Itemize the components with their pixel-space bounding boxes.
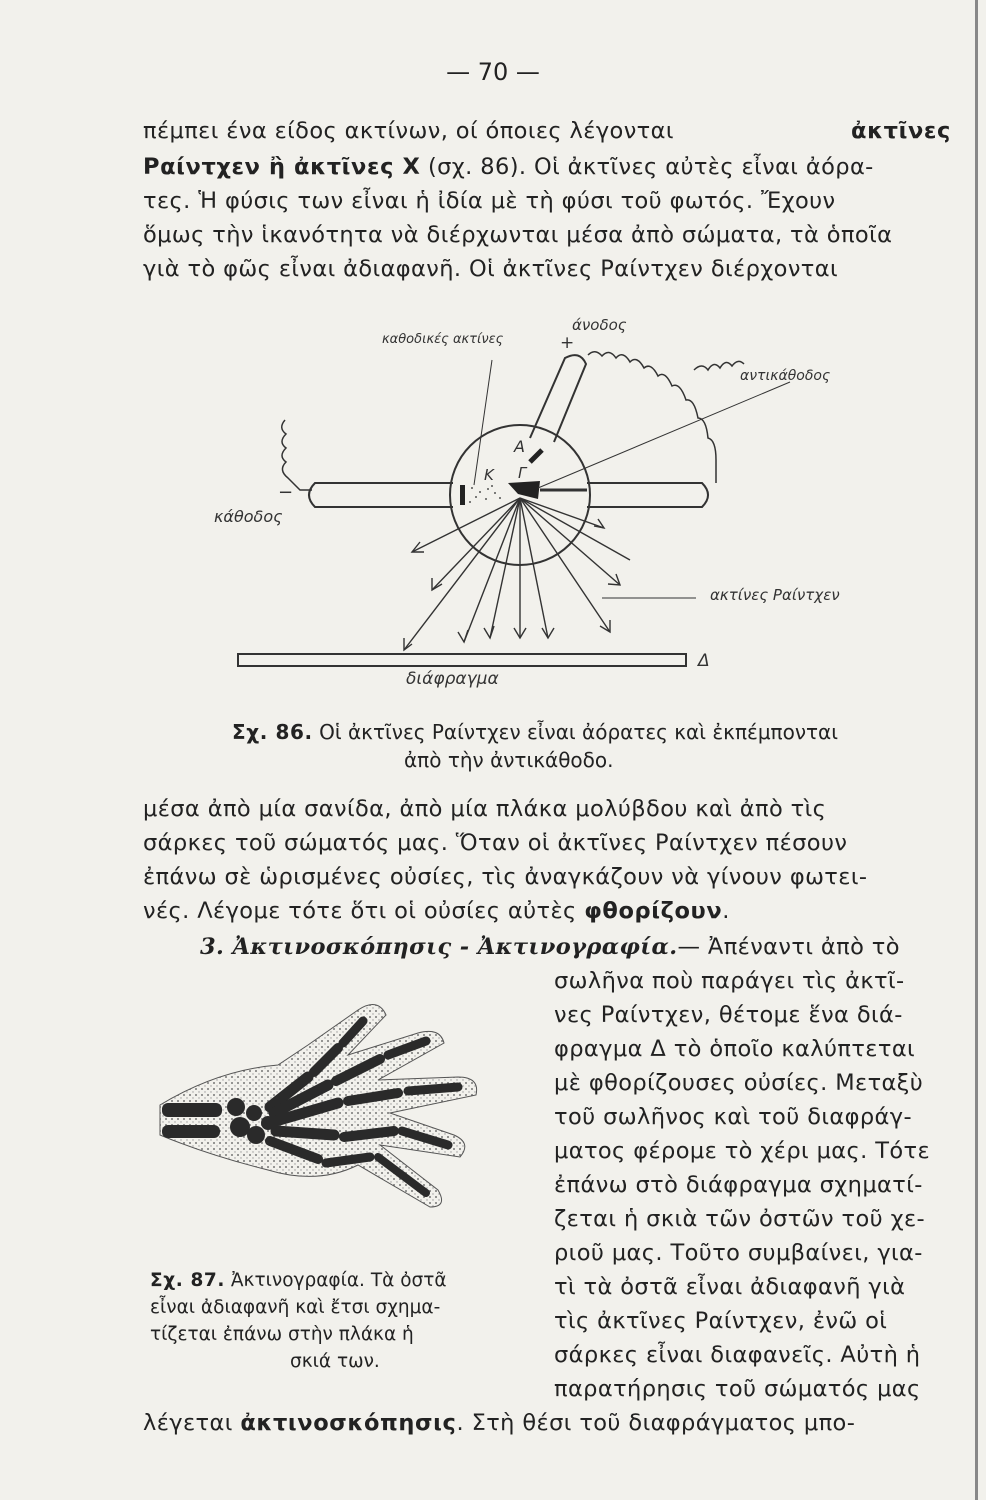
label-cathode-rays: καθοδικές ακτίνες xyxy=(382,332,504,347)
text-line: μὲ φθορίζουσες οὐσίες. Μεταξὺ xyxy=(554,1070,924,1096)
text-line: φραγμα Δ τὸ ὁποῖο καλύπτεται xyxy=(554,1036,916,1062)
xray-tube-diagram xyxy=(200,300,840,710)
text-line: ὅμως τὴν ἱκανότητα νὰ διέρχωνται μέσα ἀπὸ σώματα, τὰ ὁποῖα xyxy=(143,222,893,248)
bold-term: ἀκτῖνες xyxy=(851,118,951,144)
xray-arrows xyxy=(404,498,630,650)
label-rays: ακτίνες Ραίντχεν xyxy=(710,586,840,604)
anticathode-arm xyxy=(587,483,708,507)
text-line xyxy=(143,1410,855,1436)
bold-term: φθορίζουν xyxy=(584,898,723,924)
text-line: ριοῦ μας. Τοῦτο συμβαίνει, για- xyxy=(554,1240,923,1266)
text-line: νες Ραίντχεν, θέτομε ἕνα διά- xyxy=(554,1002,903,1028)
text-line: τὶς ἀκτῖνες Ραίντχεν, ἐνῶ οἱ xyxy=(554,1308,888,1334)
text-span: . Στὴ θέσι τοῦ διαφράγματος μπο- xyxy=(456,1410,856,1436)
caption-text: Ἀκτινογραφία. Τὰ ὀστᾶ xyxy=(230,1270,447,1291)
text-span: (σχ. 86). Οἱ ἀκτῖνες αὐτὲς εἶναι ἀόρα- xyxy=(420,154,874,180)
cathode-plate xyxy=(460,485,465,505)
anticathode-coil-wire xyxy=(694,361,744,370)
cathode-coil-wire xyxy=(282,420,312,490)
section-heading: 3. Ἀκτινοσκόπησις - Ἀκτινογραφία. xyxy=(200,934,678,960)
text-line: ματος φέρομε τὸ χέρι μας. Τότε xyxy=(554,1138,931,1164)
text-line: σάρκες εἶναι διαφανεῖς. Αὐτὴ ἡ xyxy=(554,1342,921,1368)
label-anode: άνοδος xyxy=(572,316,627,334)
text-line: τες. Ἡ φύσις των εἶναι ἡ ἰδία μὲ τὴ φύσι τοῦ φωτός. Ἔχουν xyxy=(143,188,836,214)
hand-xray-image xyxy=(158,985,538,1255)
figure87-caption-line3: τίζεται ἐπάνω στὴν πλάκα ἡ xyxy=(150,1324,414,1345)
text-line: ἐπάνω σὲ ὡρισμένες οὐσίες, τὶς ἀναγκάζουν νὰ γίνουν φωτει- xyxy=(143,864,868,890)
label-diaphragm: διάφραγμα xyxy=(406,669,499,689)
label-cathode: κάθοδος xyxy=(214,507,283,526)
label-cathode-sign: − xyxy=(278,482,294,503)
text-line: ζεται ἡ σκιὰ τῶν ὀστῶν τοῦ χε- xyxy=(554,1206,926,1232)
label-anode-sign: + xyxy=(560,333,575,353)
figure87-caption-line4: σκιά των. xyxy=(290,1351,380,1372)
text-span: λέγεται xyxy=(143,1410,241,1436)
caption-number: Σχ. 86. xyxy=(232,720,313,744)
text-line: τοῦ σωλῆνος καὶ τοῦ διαφράγ- xyxy=(554,1104,912,1130)
label-A: Α xyxy=(514,437,525,456)
diaphragm-plate xyxy=(238,654,686,666)
text-line xyxy=(143,118,951,144)
leader-line xyxy=(538,382,790,488)
anode-coil-wire xyxy=(588,352,716,483)
text-line xyxy=(143,154,951,180)
text-line: μέσα ἀπὸ μία σανίδα, ἀπὸ μία πλάκα μολύβδου καὶ ἀπὸ τὶς xyxy=(143,796,827,822)
label-delta: Δ xyxy=(698,651,710,671)
text-span: . xyxy=(722,898,730,924)
text-line: ἐπάνω στὸ διάφραγμα σχηματί- xyxy=(554,1172,923,1198)
page-edge xyxy=(975,0,978,1500)
text-span: νές. Λέγομε τότε ὅτι οἱ οὐσίες αὐτὲς xyxy=(143,898,585,924)
text-line: σωλῆνα ποὺ παράγει τὶς ἀκτῖ- xyxy=(554,968,905,994)
text-line: παρατήρησις τοῦ σώματός μας xyxy=(554,1376,921,1402)
text-line: τὶ τὰ ὀστᾶ εἶναι ἀδιαφανῆ γιὰ xyxy=(554,1274,906,1300)
caption-number: Σχ. 87. xyxy=(150,1270,226,1291)
label-K: Κ xyxy=(484,466,494,484)
label-G: Γ xyxy=(518,464,527,482)
figure86-caption-line2: ἀπὸ τὴν ἀντικάθοδο. xyxy=(404,748,614,772)
anode-rod xyxy=(530,450,542,462)
section-heading-line xyxy=(200,934,900,960)
text-span: — Ἀπέναντι ἀπὸ τὸ xyxy=(677,934,900,960)
text-line: σάρκες τοῦ σώματός μας. Ὅταν οἱ ἀκτῖνες Ραίντχεν πέσουν xyxy=(143,830,848,856)
anticathode-target xyxy=(508,481,540,499)
text-span: πέμπει ένα είδος ακτίνων, οί όποιες λέγονται xyxy=(143,118,674,144)
cathode-arm xyxy=(309,483,453,507)
figure87-caption-line1 xyxy=(150,1270,447,1291)
anode-arm xyxy=(530,355,586,442)
figure86-caption-line1 xyxy=(232,720,838,744)
text-line xyxy=(143,898,730,924)
figure87-caption-line2: εἶναι ἀδιαφανῆ καὶ ἔτσι σχημα- xyxy=(150,1297,441,1318)
cathode-ray-dots xyxy=(469,485,501,503)
page-number: — 70 — xyxy=(446,58,540,86)
bold-term: ἀκτινοσκόπησις xyxy=(240,1410,457,1436)
bold-term: Ραίντχεν ἢ ἀκτῖνες Χ xyxy=(143,154,421,180)
caption-text: Οἱ ἀκτῖνες Ραίντχεν εἶναι ἀόρατες καὶ ἐκπέμπονται xyxy=(319,720,838,744)
label-anticathode: αντικάθοδος xyxy=(740,368,831,384)
text-line: γιὰ τὸ φῶς εἶναι ἀδιαφανῆ. Οἱ ἀκτῖνες Ραίντχεν διέρχονται xyxy=(143,256,838,282)
